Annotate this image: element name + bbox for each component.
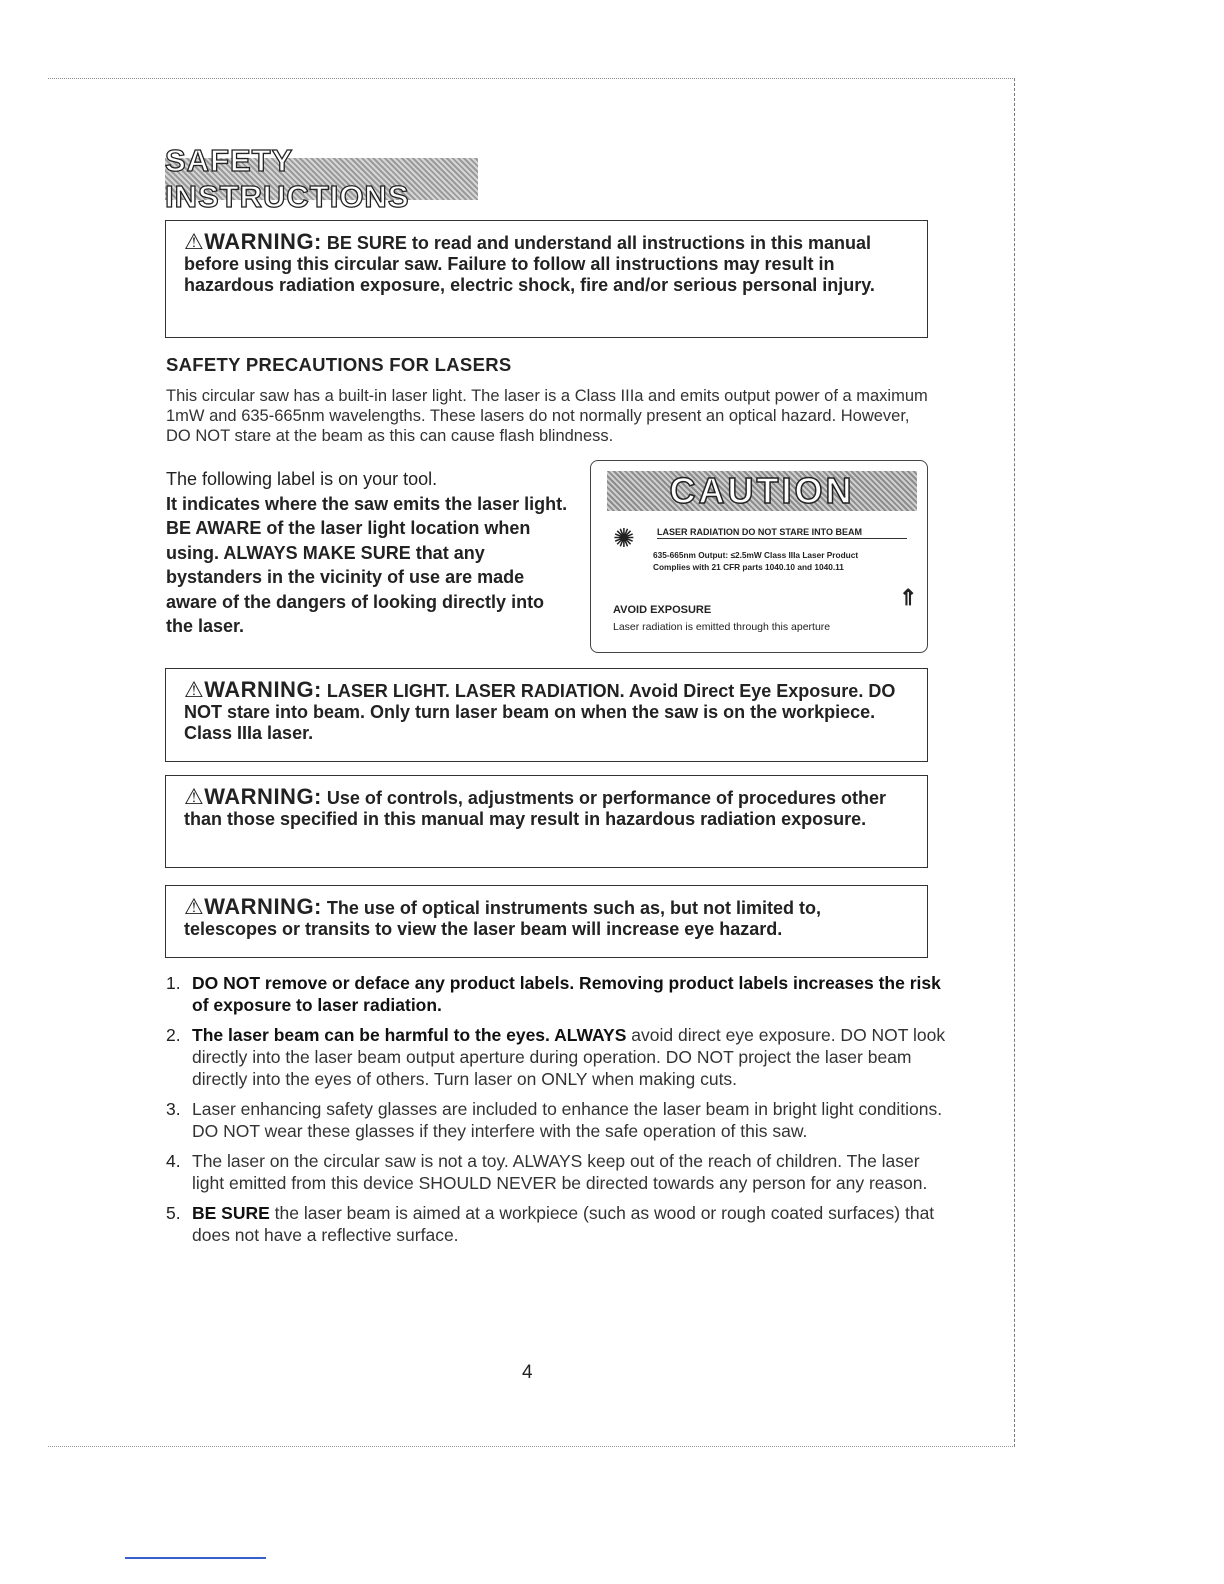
item-text: Laser enhancing safety glasses are included to enhance the laser beam in bright light conditions. DO NOT wear these glasses if they interfere with the safe operation of this saw.: [192, 1099, 943, 1141]
item-number: 4.: [166, 1151, 181, 1171]
item-text: avoid direct eye exposure. DO NOT look directly into the laser beam output aperture during operation. DO NOT project the laser beam directly into the eyes of others. Turn laser on ONLY when making cuts.: [192, 1025, 946, 1089]
warning-text: LASER LIGHT. LASER RADIATION. Avoid Direct Eye Exposure. DO NOT stare into beam. Only turn laser beam on when the saw is on the workpiece. Class IIIa laser.: [184, 681, 896, 743]
warning-label: WARNING:: [204, 894, 322, 919]
laser-starburst-icon: ✺: [613, 523, 635, 553]
item-text: The laser on the circular saw is not a toy. ALWAYS keep out of the reach of children. The laser light emitted from this device SHOULD NEVER be directed towards any person for any reason.: [192, 1151, 928, 1193]
caution-specs: [653, 549, 858, 573]
label-intro: The following label is on your tool.: [166, 469, 438, 489]
caution-line-2: 635-665nm Output: ≤2.5mW Class IIIa Laser Product: [653, 550, 859, 560]
scan-artifact-line: [125, 1557, 266, 1559]
banner-title: SAFETY INSTRUCTIONS: [165, 143, 410, 214]
list-item: [166, 1098, 946, 1142]
warning-icon: ⚠: [184, 784, 205, 809]
warning-box-3: [165, 775, 928, 868]
warning-icon: ⚠: [184, 229, 205, 254]
avoid-exposure: AVOID EXPOSURE: [613, 604, 712, 616]
section-heading: SAFETY PRECAUTIONS FOR LASERS: [166, 354, 512, 375]
warning-label: WARNING:: [204, 677, 322, 702]
list-item: [166, 1150, 946, 1194]
page-number: 4: [522, 1362, 533, 1383]
caution-title: CAUTION: [669, 470, 855, 511]
list-item: [166, 1024, 946, 1090]
warning-label: WARNING:: [204, 784, 322, 809]
warning-box-1: [165, 220, 928, 338]
warning-text: The use of optical instruments such as, but not limited to, telescopes or transits to view the laser beam will increase eye hazard.: [184, 898, 821, 939]
caution-label: [590, 460, 928, 653]
item-bold: BE SURE: [192, 1203, 270, 1223]
section-banner: [165, 143, 478, 214]
warning-label: WARNING:: [204, 229, 322, 254]
list-item: [166, 1202, 946, 1246]
caution-line-1: LASER RADIATION DO NOT STARE INTO BEAM: [657, 527, 907, 539]
item-bold: DO NOT remove or deface any product labels. Removing product labels increases the risk of exposure to laser radiation.: [192, 973, 941, 1015]
intro-paragraph: This circular saw has a built-in laser light. The laser is a Class IIIa and emits output power of a maximum 1mW and 635-665nm wavelengths. These lasers do not normally present an optical hazard. However, DO NOT stare at the beam as this can cause flash blindness.: [166, 387, 928, 445]
warning-icon: ⚠: [184, 894, 205, 919]
label-instructions: It indicates where the saw emits the laser light. BE AWARE of the laser light location when using. ALWAYS MAKE SURE that any bystanders in the vicinity of use are made aware of the dangers of looking directly into the laser.: [166, 493, 568, 636]
item-number: 5.: [166, 1203, 181, 1223]
item-number: 3.: [166, 1099, 181, 1119]
item-number: 2.: [166, 1025, 181, 1045]
warning-text: BE SURE to read and understand all instructions in this manual before using this circular saw. Failure to follow all instructions may result in hazardous radiation exposure, electric shock, fire and/or serious personal injury.: [184, 233, 875, 295]
warning-box-2: [165, 668, 928, 762]
warning-icon: ⚠: [184, 677, 205, 702]
warning-box-4: [165, 885, 928, 958]
item-bold: The laser beam can be harmful to the eyes. ALWAYS: [192, 1025, 627, 1045]
caution-banner: [607, 471, 917, 511]
laser-safety-list: [166, 972, 946, 1254]
warning-text: Use of controls, adjustments or performance of procedures other than those specified in this manual may result in hazardous radiation exposure.: [184, 788, 887, 829]
item-text: the laser beam is aimed at a workpiece (such as wood or rough coated surfaces) that does not have a reflective surface.: [192, 1203, 935, 1245]
caution-line-3: Complies with 21 CFR parts 1040.10 and 1040.11: [653, 562, 844, 572]
aperture-text: Laser radiation is emitted through this aperture: [613, 621, 831, 633]
item-number: 1.: [166, 973, 181, 993]
list-item: [166, 972, 946, 1016]
label-description: [166, 467, 576, 639]
arrow-up-icon: ⇑: [899, 585, 918, 610]
